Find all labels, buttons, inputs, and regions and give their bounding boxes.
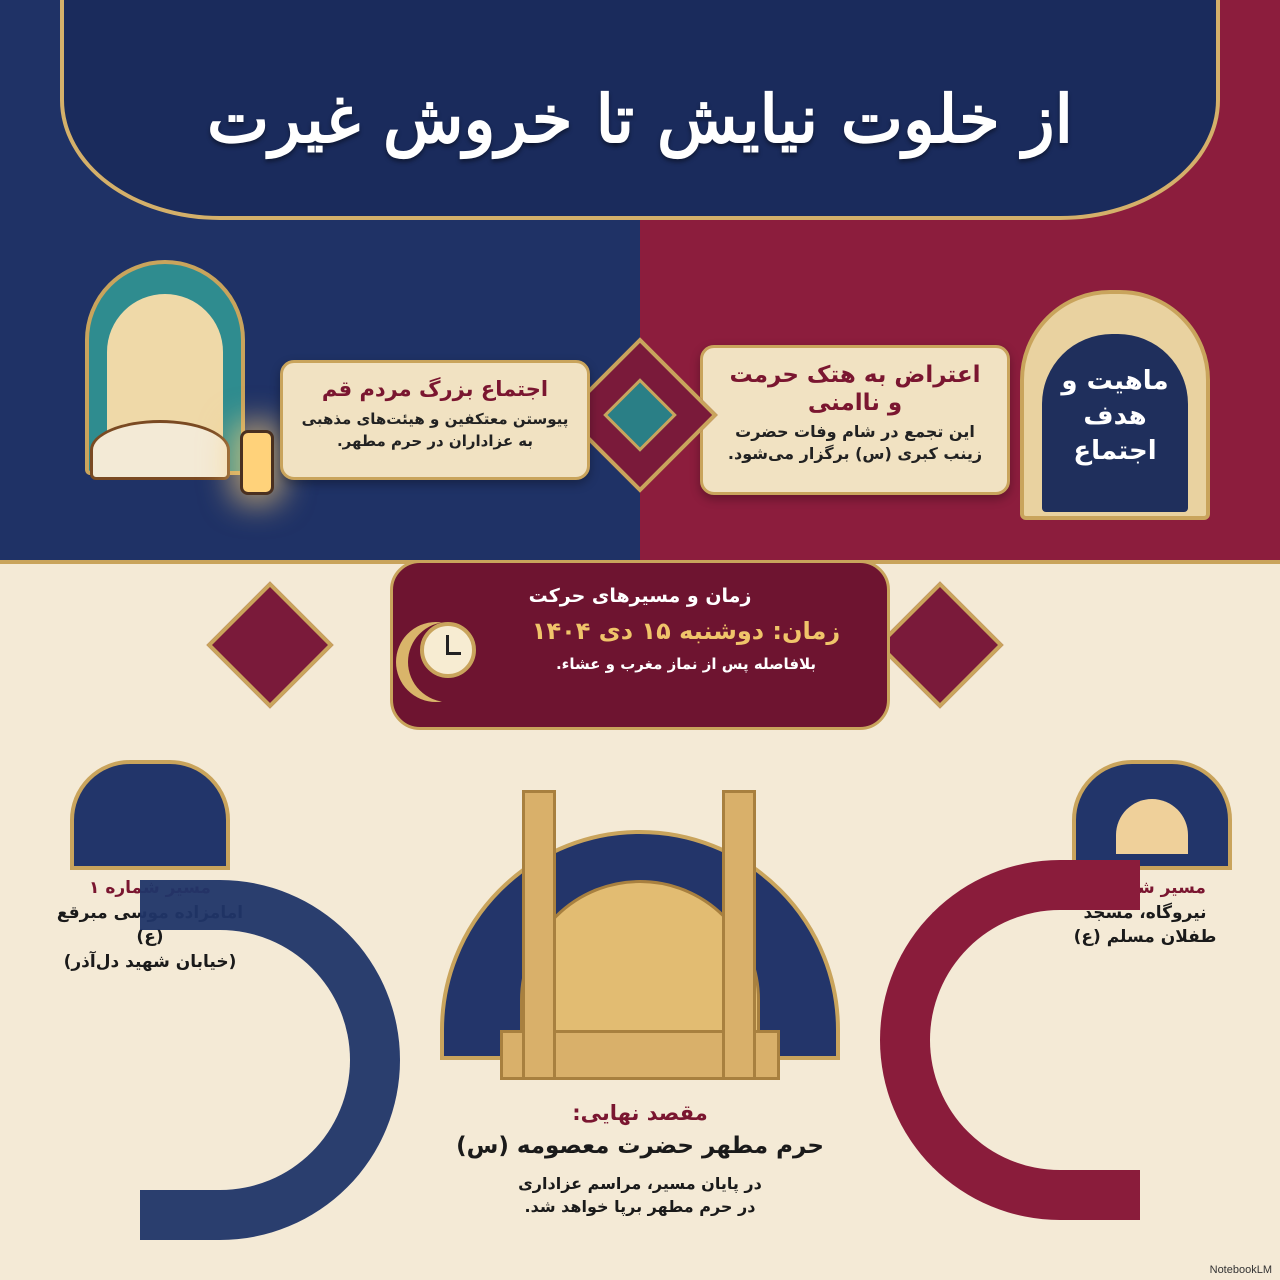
route1-line1: امامزاده موسی مبرقع (ع) xyxy=(56,902,244,948)
route2-mosque-icon xyxy=(1072,760,1232,870)
lantern-icon xyxy=(240,430,274,495)
purpose-arch-label: ماهیت و هدف اجتماع xyxy=(1042,334,1188,512)
page-title: از خلوت نیایش تا خروش غیرت xyxy=(207,80,1073,158)
route1-line2: (خیابان شهید دل‌آذر) xyxy=(63,951,237,972)
quran-book-icon xyxy=(90,420,230,480)
purpose-arch xyxy=(1020,290,1210,520)
route2-line1: نیروگاه، مسجد xyxy=(1083,902,1207,923)
purpose-text: این تجمع در شام وفات حضرت زینب کبری (س) برگزار می‌شود. xyxy=(727,422,983,463)
destination-place: حرم مطهر حضرت معصومه (س) xyxy=(456,1133,824,1160)
destination-heading: مقصد نهایی: xyxy=(572,1101,708,1125)
notebooklm-watermark: NotebookLM xyxy=(1209,1264,1272,1276)
time-heading: زمان و مسیرهای حرکت xyxy=(528,585,752,607)
gathering-text: پیوستن معتکفین و هیئت‌های مذهبی به عزاداران در حرم مطهر. xyxy=(301,410,569,450)
minaret-right-icon xyxy=(722,790,756,1080)
route1-heading: مسیر شماره ۱ xyxy=(89,878,211,898)
time-date: زمان: دوشنبه ۱۵ دی ۱۴۰۴ xyxy=(531,617,841,645)
minaret-left-icon xyxy=(522,790,556,1080)
purpose-heading: اعتراض به هتک حرمت و ناامنی xyxy=(729,362,981,416)
purpose-card xyxy=(700,345,1010,495)
destination-info xyxy=(430,1098,850,1218)
destination-text: در پایان مسیر، مراسم عزاداری در حرم مطهر برپا خواهد شد. xyxy=(518,1173,762,1216)
route2-line2: طفلان مسلم (ع) xyxy=(1073,927,1217,948)
gathering-card xyxy=(280,360,590,480)
clock-icon xyxy=(420,622,476,678)
route2-heading: مسیر شماره ۲ xyxy=(1084,878,1206,898)
gathering-heading: اجتماع بزرگ مردم قم xyxy=(321,377,549,401)
route1-gate-icon xyxy=(70,760,230,870)
time-note: بلافاصله پس از نماز مغرب و عشاء. xyxy=(555,655,817,673)
